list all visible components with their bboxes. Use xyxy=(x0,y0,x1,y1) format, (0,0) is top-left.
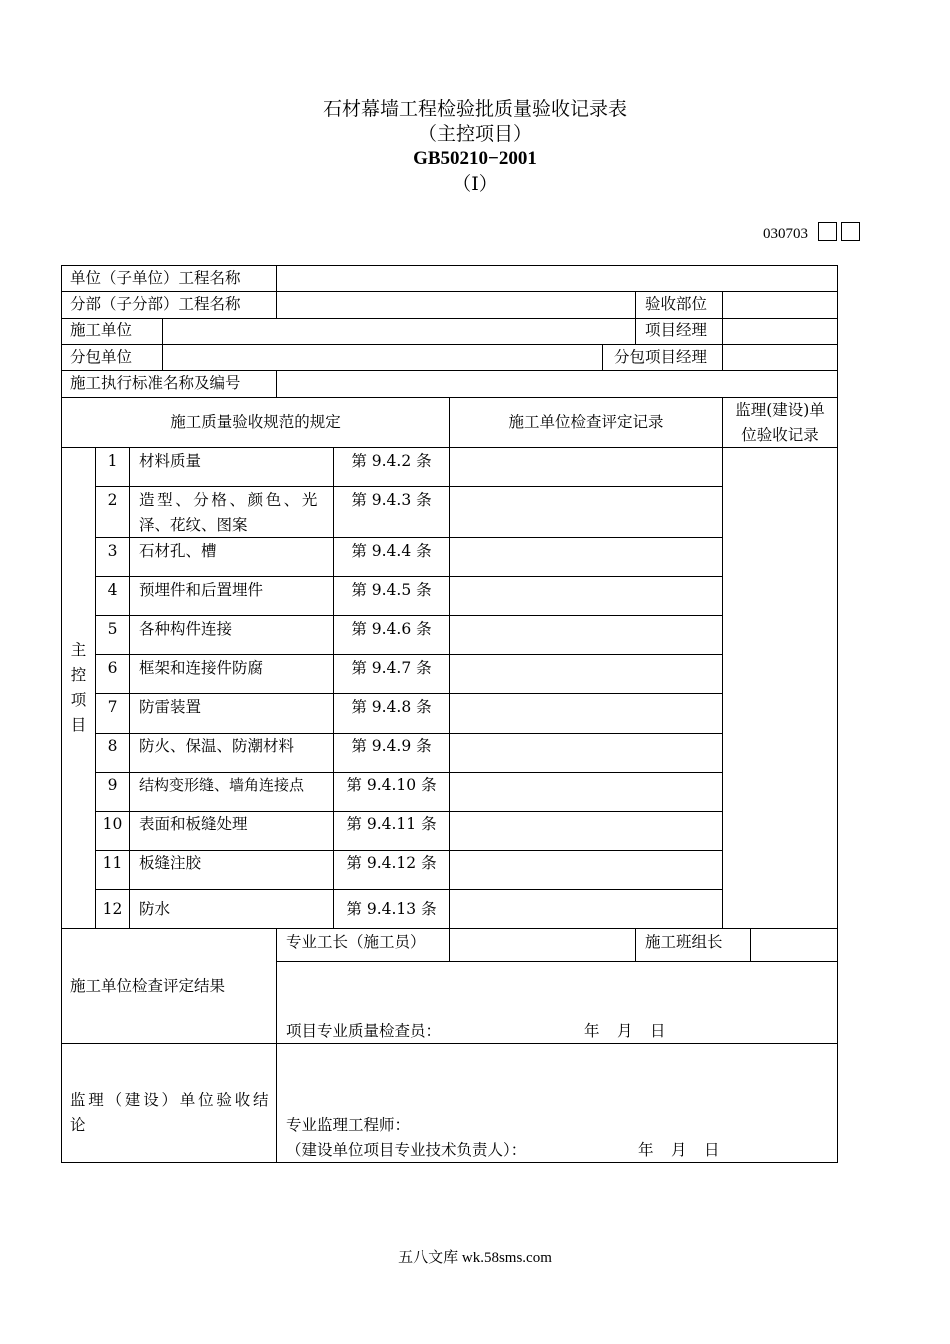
item-name: 防雷装置 xyxy=(139,698,202,716)
item-name: 材料质量 xyxy=(139,452,202,470)
project-manager-field[interactable] xyxy=(723,319,837,344)
form-subtitle: （主控项目） xyxy=(417,123,532,145)
section-label-char: 主 xyxy=(70,641,87,659)
item-clause: 第 9.4.12 条 xyxy=(346,854,437,872)
item-number: 11 xyxy=(102,854,123,872)
quality-inspector-label: 项目专业质量检查员： xyxy=(286,1022,442,1040)
item-clause: 第 9.4.9 条 xyxy=(351,737,432,755)
footer-watermark: 五八文库 wk.58sms.com xyxy=(398,1250,552,1266)
item-number: 10 xyxy=(102,815,123,833)
item-name: 框架和连接件防腐 xyxy=(139,659,264,677)
project-manager-label: 项目经理 xyxy=(645,321,708,339)
code-box-1[interactable] xyxy=(818,222,837,241)
unit-project-name-field[interactable] xyxy=(277,266,837,291)
acceptance-part-label: 验收部位 xyxy=(645,295,708,313)
conclusion-label-line1: 监理（建设）单位验收结 xyxy=(70,1091,272,1109)
section-label-char: 控 xyxy=(70,666,87,684)
form-code: 030703 xyxy=(763,226,808,242)
sub-project-name-label: 分部（子分部）工程名称 xyxy=(70,295,241,313)
standard-code: GB50210−2001 xyxy=(413,148,537,169)
construction-unit-field[interactable] xyxy=(163,319,635,344)
conclusion-label-line2: 论 xyxy=(70,1116,86,1134)
sub-project-name-field[interactable] xyxy=(277,292,635,318)
team-leader-label: 施工班组长 xyxy=(645,933,723,951)
construction-unit-label: 施工单位 xyxy=(70,321,133,339)
item-clause: 第 9.4.11 条 xyxy=(346,815,437,833)
check-record-column-header: 施工单位检查评定记录 xyxy=(508,413,664,431)
item-number: 4 xyxy=(107,581,118,599)
section-label-char: 目 xyxy=(70,716,87,734)
supervision-column-header-line2: 位验收记录 xyxy=(741,426,819,444)
code-box-2[interactable] xyxy=(841,222,860,241)
part-number: （Ⅰ） xyxy=(452,173,498,195)
standard-name-field[interactable] xyxy=(277,371,837,397)
owner-representative-label: （建设单位项目专业技术负责人）： xyxy=(286,1141,527,1159)
item-name-continued: 泽、花纹、图案 xyxy=(139,516,248,534)
item-name: 预埋件和后置埋件 xyxy=(139,581,264,599)
item-clause: 第 9.4.13 条 xyxy=(346,900,437,918)
team-leader-field[interactable] xyxy=(751,929,837,961)
item-clause: 第 9.4.10 条 xyxy=(346,776,437,794)
result-date: 年 月 日 xyxy=(584,1022,667,1040)
item-name: 各种构件连接 xyxy=(139,620,233,638)
item-clause: 第 9.4.8 条 xyxy=(351,698,432,716)
item-number: 12 xyxy=(102,900,123,918)
item-number: 7 xyxy=(107,698,118,716)
item-name: 板缝注胶 xyxy=(139,854,202,872)
item-number: 9 xyxy=(107,776,118,794)
item-name: 防水 xyxy=(139,900,171,918)
item-number: 6 xyxy=(107,659,118,677)
item-number: 8 xyxy=(107,737,118,755)
supervising-engineer-label: 专业监理工程师： xyxy=(286,1116,411,1134)
item-clause: 第 9.4.3 条 xyxy=(351,491,432,509)
unit-project-name-label: 单位（子单位）工程名称 xyxy=(70,269,241,287)
conclusion-date: 年 月 日 xyxy=(638,1141,721,1159)
item-clause: 第 9.4.6 条 xyxy=(351,620,432,638)
supervision-column-header-line1: 监理(建设)单 xyxy=(735,401,825,419)
item-number: 3 xyxy=(107,542,118,560)
item-clause: 第 9.4.7 条 xyxy=(351,659,432,677)
subcontract-unit-field[interactable] xyxy=(163,345,602,370)
spec-column-header: 施工质量验收规范的规定 xyxy=(170,413,341,431)
check-result-label: 施工单位检查评定结果 xyxy=(70,977,226,995)
item-clause: 第 9.4.5 条 xyxy=(351,581,432,599)
foreman-field[interactable] xyxy=(450,929,635,961)
standard-name-label: 施工执行标准名称及编号 xyxy=(70,374,241,392)
item-number: 1 xyxy=(107,452,118,470)
foreman-label: 专业工长（施工员） xyxy=(286,933,426,951)
subcontract-manager-label: 分包项目经理 xyxy=(614,348,708,366)
section-label-char: 项 xyxy=(70,691,87,709)
form-title: 石材幕墙工程检验批质量验收记录表 xyxy=(322,98,627,120)
acceptance-part-field[interactable] xyxy=(723,292,837,318)
item-name: 防火、保温、防潮材料 xyxy=(139,737,295,755)
item-name: 结构变形缝、墙角连接点 xyxy=(139,776,305,794)
item-number: 5 xyxy=(107,620,118,638)
subcontract-manager-field[interactable] xyxy=(723,345,837,370)
item-number: 2 xyxy=(107,491,118,509)
check-record-area[interactable] xyxy=(450,448,722,928)
item-name: 石材孔、槽 xyxy=(139,542,217,560)
item-clause: 第 9.4.4 条 xyxy=(351,542,432,560)
item-name: 表面和板缝处理 xyxy=(139,815,248,833)
item-name: 造型、分格、颜色、光 xyxy=(139,491,321,509)
item-clause: 第 9.4.2 条 xyxy=(351,452,432,470)
subcontract-unit-label: 分包单位 xyxy=(70,348,133,366)
supervision-record-area[interactable] xyxy=(723,448,837,928)
